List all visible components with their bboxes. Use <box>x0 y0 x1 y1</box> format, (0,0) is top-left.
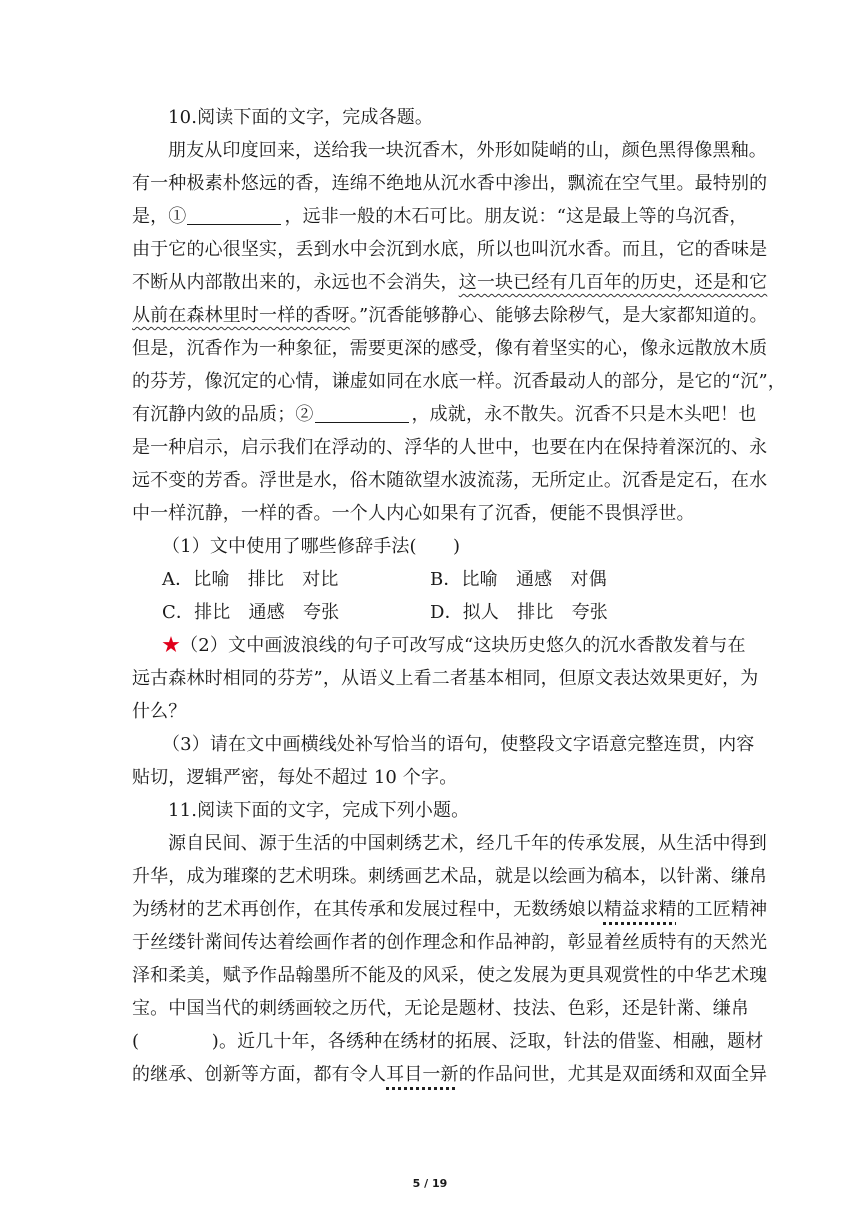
passage-text: ，成就，永不散失。沉香不只是木头吧！也 <box>411 404 757 425</box>
option-c[interactable]: C．排比 通感 夸张 <box>162 602 340 623</box>
sub-question-1: （1）文中使用了哪些修辞手法( ) <box>162 536 461 557</box>
option-d[interactable]: D．拟人 排比 夸张 <box>430 602 608 623</box>
dotted-emphasis: 精益求精 <box>603 899 677 920</box>
sub-question-3-line: 贴切，逻辑严密，每处不超过 10 个字。 <box>132 767 458 788</box>
passage-11 <box>132 827 768 1091</box>
sub-question-2 <box>132 629 746 662</box>
passage-text: 有沉静内敛的品质；② <box>132 404 314 425</box>
page-content <box>132 101 786 1091</box>
sub-question-3: （3）请在文中画横线处补写恰当的语句，使整段文字语意完整连贯，内容 <box>162 734 755 755</box>
passage-line <box>132 1058 768 1091</box>
passage-line: 有一种极素朴悠远的香，连绵不绝地从沉水香中渗出，飘流在空气里。最特别的 <box>132 173 768 194</box>
passage-text: 。”沉香能够静心、能够去除秽气，是大家都知道的。 <box>349 305 768 326</box>
passage-10 <box>132 134 786 530</box>
passage-line: 由于它的心很坚实，丢到水中会沉到水底，所以也叫沉水香。而且，它的香味是 <box>132 239 768 260</box>
wavy-underlined-sentence: 从前在森林里时一样的香呀 <box>132 305 350 326</box>
passage-line: 远不变的芳香。浮世是水，俗木随欲望水波流荡，无所定止。沉香是定石，在水 <box>132 470 768 491</box>
passage-line: 于丝缕针黹间传达着绘画作者的创作理念和作品神韵，彰显着丝质特有的天然光 <box>132 932 768 953</box>
passage-line: 但是，沉香作为一种象征，需要更深的感受，像有着坚实的心，像永远散放木质 <box>132 338 768 359</box>
passage-line: 中一样沉静，一样的香。一个人内心如果有了沉香，便能不畏惧浮世。 <box>132 503 695 524</box>
option-a[interactable]: A．比喻 排比 对比 <box>162 569 339 590</box>
passage-text: 是，① <box>132 206 187 227</box>
passage-line <box>132 398 757 431</box>
star-icon: ★ <box>162 635 181 656</box>
passage-line: 是一种启示，启示我们在浮动的、浮华的人世中，也要在内在保持着深沉的、永 <box>132 437 768 458</box>
dotted-emphasis: 耳目一新 <box>386 1064 459 1085</box>
passage-line: 的芬芳，像沉定的心情，谦虚如同在水底一样。沉香最动人的部分，是它的“沉”， <box>132 371 786 392</box>
passage-line: 升华，成为璀璨的艺术明珠。刺绣画艺术品，就是以绘画为稿本，以针黹、缣帛 <box>132 866 768 887</box>
sub-question-2-line: 什么？ <box>132 701 187 722</box>
passage-text: 的继承、创新等方面，都有令人 <box>132 1064 387 1085</box>
sub-question-2-line: 远古森林时相同的芬芳”，从语义上看二者基本相同，但原文表达效果更好，为 <box>132 668 759 689</box>
options-row <box>132 596 736 629</box>
passage-line <box>132 266 768 299</box>
sub-question-text: （2）文中画波浪线的句子可改写成“这块历史悠久的沉水香散发着与在 <box>180 635 746 656</box>
passage-text: 不断从内部散出来的，永远也不会消失， <box>132 272 459 293</box>
passage-text: 为绣材的艺术再创作，在其传承和发展过程中，无数绣娘以 <box>132 899 604 920</box>
question-10-title: 10.阅读下面的文字，完成各题。 <box>168 107 434 128</box>
question-11-title: 11.阅读下面的文字，完成下列小题。 <box>168 800 470 821</box>
passage-line: ( )。近几十年，各绣种在绣材的拓展、泛取，针法的借鉴、相融，题材 <box>132 1031 764 1052</box>
page-number: 5 / 19 <box>412 1177 448 1190</box>
passage-line <box>132 893 768 926</box>
passage-line: 泽和柔美，赋予作品翰墨所不能及的风采，使之发展为更具观赏性的中华艺术瑰 <box>132 965 768 986</box>
fill-blank-2[interactable] <box>315 400 409 423</box>
passage-line: 朋友从印度回来，送给我一块沉香木，外形如陡峭的山，颜色黑得像黑釉。 <box>168 140 767 161</box>
passage-text: ，远非一般的木石可比。朋友说：“这是最上等的乌沉香， <box>284 206 748 227</box>
passage-line <box>132 200 748 233</box>
passage-line: 源自民间、源于生活的中国刺绣艺术，经几千年的传承发展，从生活中得到 <box>168 833 767 854</box>
passage-line: 宝。中国当代的刺绣画较之历代，无论是题材、技法、色彩，还是针黹、缣帛 <box>132 998 750 1019</box>
wavy-underlined-sentence: 这一块已经有几百年的历史，还是和它 <box>458 272 768 293</box>
fill-blank-1[interactable] <box>187 202 281 225</box>
options-row <box>132 563 736 596</box>
passage-text: 的工匠精神 <box>676 899 768 920</box>
passage-text: 的作品问世，尤其是双面绣和双面全异 <box>458 1064 768 1085</box>
option-b[interactable]: B．比喻 通感 对偶 <box>430 569 607 590</box>
passage-line <box>132 299 768 332</box>
